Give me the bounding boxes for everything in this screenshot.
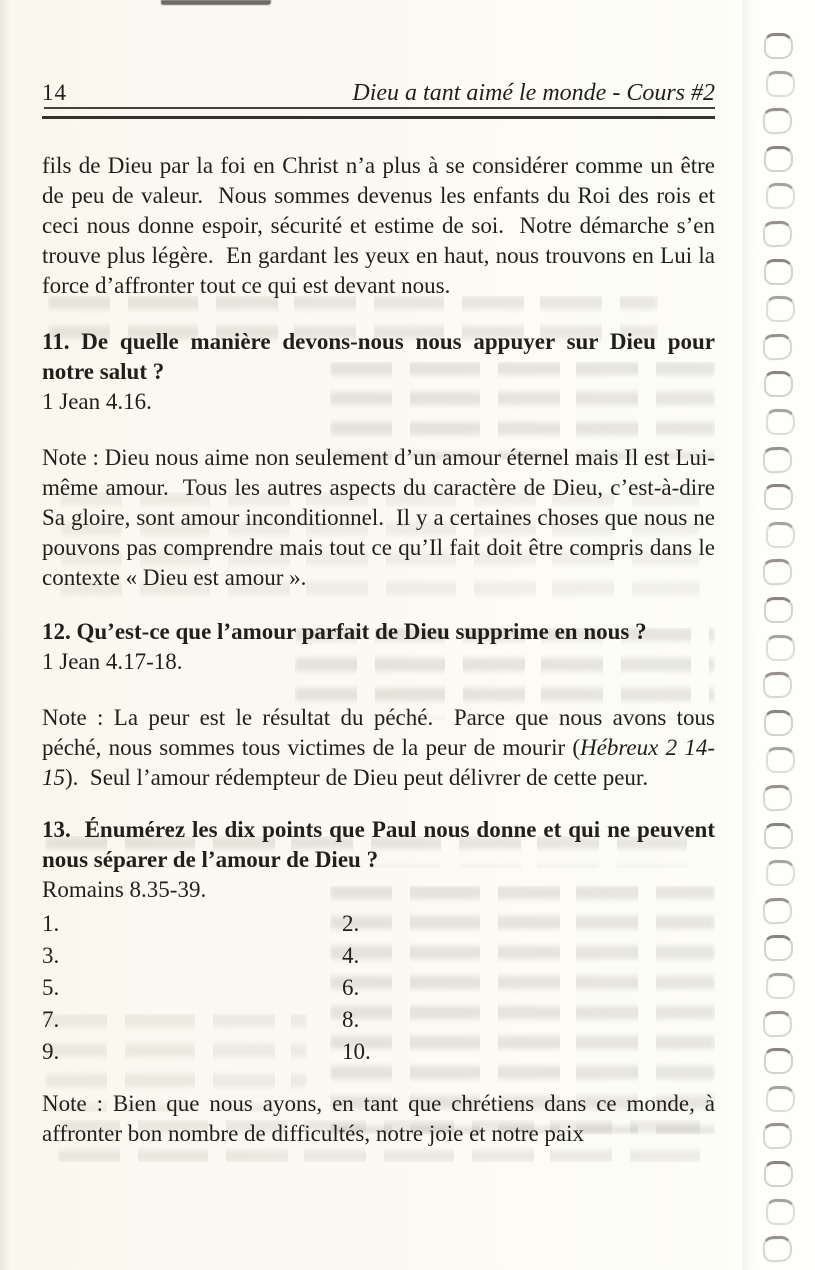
- question-11-reference: 1 Jean 4.16.: [42, 389, 152, 414]
- answer-blank-2: 2.: [342, 911, 360, 936]
- header-thin-rule: [44, 107, 715, 109]
- note-12-text: Note : La peur est le résultat du péché. Parce que nous avons tous péché, nous sommes tous victimes de la peur de mourir (: [42, 705, 721, 760]
- answer-blank-list: [42, 909, 715, 1067]
- binding-ring-icon: [763, 1236, 793, 1263]
- question-12-heading: 12. Qu’est-ce que l’amour parfait de Dieu supprime en nous ?: [42, 619, 647, 644]
- note-12-scripture-italic: Hébreux 2 14-15: [42, 735, 715, 790]
- answer-blank-1: 1.: [42, 911, 60, 936]
- answer-blank-7: 7.: [42, 1007, 60, 1032]
- note-question-11: Note : Dieu nous aime non seulement d’un amour éternel mais Il est Lui-même amour. Tous les autres aspects du caractère de Dieu, c’est-à-dire Sa gloire, sont amour inconditionnel. Il y a certaines choses que nous ne pouvons pas comprendre mais tout ce qu’Il fait doit être compris dans le contexte « Dieu est amour ».: [42, 445, 721, 590]
- question-13-heading: 13. Énumérez les dix points que Paul nous donne et qui ne peuvent nous séparer de l’amour de Dieu ?: [42, 817, 721, 872]
- answer-blank-9: 9.: [42, 1039, 60, 1064]
- closing-note: Note : Bien que nous ayons, en tant que chrétiens dans ce monde, à affronter bon nombre de difficultés, notre joie et notre paix: [42, 1091, 721, 1146]
- intro-paragraph: fils de Dieu par la foi en Christ n’a plus à se considérer comme un être de peu de valeur. Nous sommes devenus les enfants du Roi des rois et ceci nous donne espoir, sécurité et estime de soi. Notre démarche s’en trouve plus légère. En gardant les yeux en haut, nous trouvons en Lui la force d’affronter tout ce qui est devant nous.: [42, 153, 721, 298]
- binding-ring-icon: [766, 1198, 796, 1225]
- answer-blank-10: 10.: [342, 1039, 371, 1064]
- question-12: [42, 617, 715, 677]
- answer-blank-5: 5.: [42, 975, 60, 1000]
- running-title: Dieu a tant aimé le monde - Cours #2: [352, 80, 715, 106]
- answer-blank-3: 3.: [42, 943, 60, 968]
- question-13: [42, 815, 721, 1067]
- page-header: [42, 80, 715, 119]
- note-12-text-after: ). Seul l’amour rédempteur de Dieu peut délivrer de cette peur.: [65, 765, 649, 790]
- question-11-heading: 11. De quelle manière devons-nous nous appuyer sur Dieu pour notre salut ?: [42, 329, 721, 384]
- question-13-reference: Romains 8.35-39.: [42, 877, 207, 902]
- page-number: 14: [42, 80, 67, 105]
- answer-blank-4: 4.: [342, 943, 360, 968]
- question-12-reference: 1 Jean 4.17-18.: [42, 649, 183, 674]
- answer-blank-6: 6.: [342, 975, 360, 1000]
- question-11: [42, 327, 721, 417]
- binding-ring-icon: [764, 1161, 793, 1187]
- note-question-12: [42, 703, 721, 793]
- answer-blank-8: 8.: [342, 1007, 360, 1032]
